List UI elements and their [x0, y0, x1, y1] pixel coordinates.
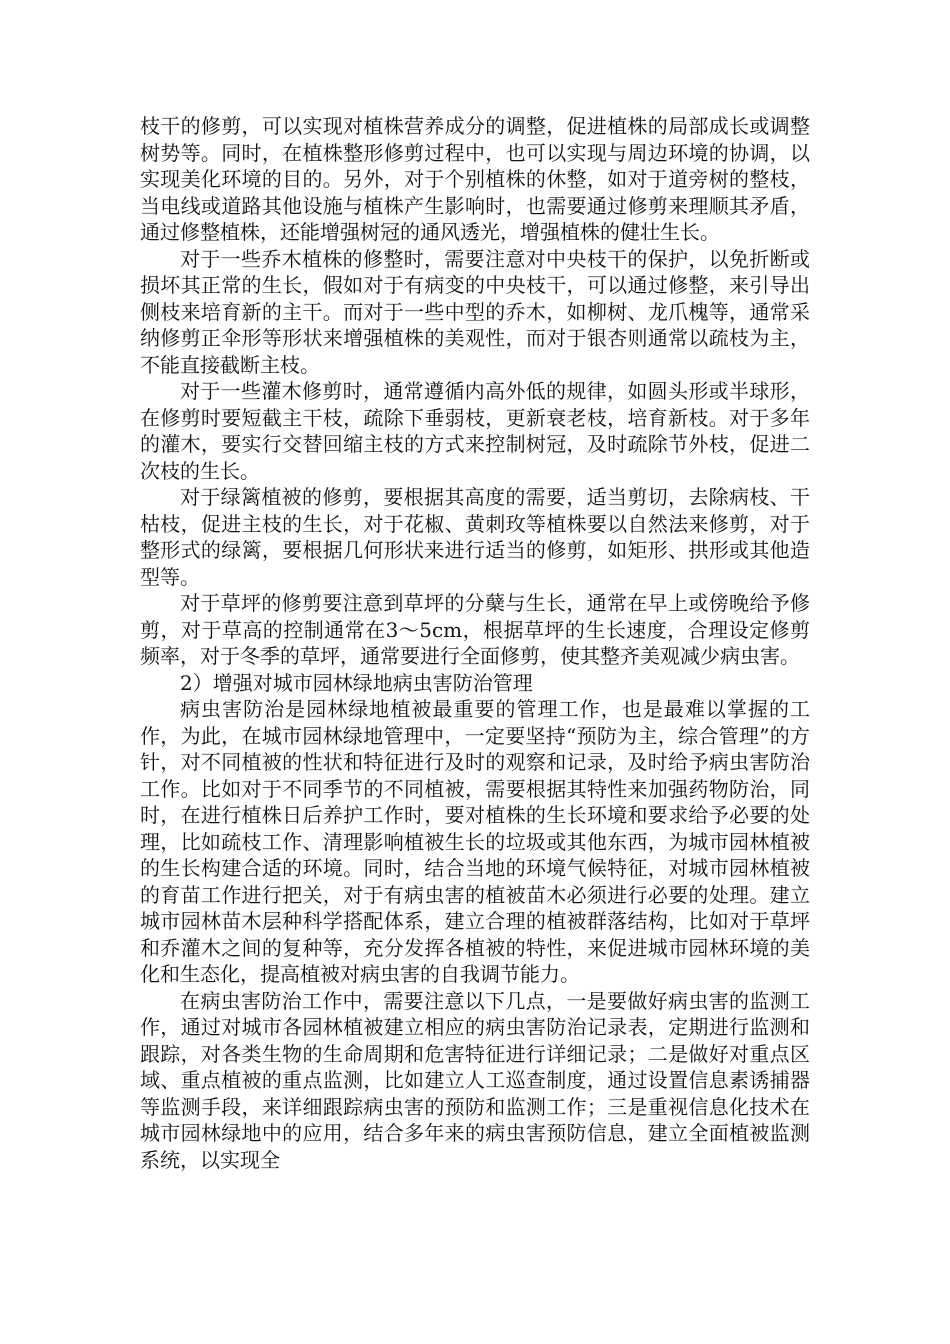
document-body	[140, 113, 810, 1173]
section-heading-pest-control: 2）增强对城市园林绿地病虫害防治管理	[180, 670, 533, 695]
paragraph-pest-control-management: 病虫害防治是园林绿地植被最重要的管理工作，也是最难以掌握的工作，为此，在城市园林绿地管理中，一定要坚持“预防为主，综合管理”的方针，对不同植被的性状和特征进行及时的观察和记录，及时给予病虫害防治工作。比如对于不同季节的不同植被，需要根据其特性来加强药物防治，同时，在进行植株日后养护工作时，要对植株的生长环境和要求给予必要的处理，比如疏枝工作、清理影响植被生长的垃圾或其他东西，为城市园林植被的生长构建合适的环境。同时，结合当地的环境气候特征，对城市园林植被的育苗工作进行把关，对于有病虫害的植被苗木必须进行必要的处理。建立城市园林苗木层种科学搭配体系，建立合理的植被群落结构，比如对于草坪和乔灌木之间的复种等，充分发挥各植被的特性，来促进城市园林环境的美化和生态化，提高植被对病虫害的自我调节能力。	[140, 697, 810, 986]
paragraph-pest-control-points: 在病虫害防治工作中，需要注意以下几点，一是要做好病虫害的监测工作，通过对城市各园林植被建立相应的病虫害防治记录表，定期进行监测和跟踪，对各类生物的生命周期和危害特征进行详细记录；二是做好对重点区域、重点植被的重点监测，比如建立人工巡查制度，通过设置信息素诱捕器等监测手段，来详细跟踪病虫害的预防和监测工作；三是重视信息化技术在城市园林绿地中的应用，结合多年来的病虫害预防信息，建立全面植被监测系统，以实现全	[140, 988, 810, 1172]
paragraph-pruning-branches: 枝干的修剪，可以实现对植株营养成分的调整，促进植株的局部成长或调整树势等。同时，在植株整形修剪过程中，也可以实现与周边环境的协调，以实现美化环境的目的。另外，对于个别植株的休整，如对于道旁树的整枝，当电线或道路其他设施与植株产生影响时，也需要通过修剪来理顺其矛盾，通过修整植株，还能增强树冠的通风透光，增强植株的健壮生长。	[140, 114, 810, 244]
paragraph-hedge-pruning: 对于绿篱植被的修剪，要根据其高度的需要，适当剪切，去除病枝、干枯枝，促进主枝的生长，对于花椒、黄刺玫等植株要以自然法来修剪，对于整形式的绿篱，要根据几何形状来进行适当的修剪，如矩形、拱形或其他造型等。	[140, 485, 810, 589]
paragraph-shrub-pruning: 对于一些灌木修剪时，通常遵循内高外低的规律，如圆头形或半球形，在修剪时要短截主干枝，疏除下垂弱枝，更新衰老枝，培育新枝。对于多年的灌木，要实行交替回缩主枝的方式来控制树冠，及时疏除节外枝，促进二次枝的生长。	[140, 379, 810, 483]
paragraph-arbor-pruning: 对于一些乔木植株的修整时，需要注意对中央枝干的保护，以免折断或损坏其正常的生长，假如对于有病变的中央枝干，可以通过修整，来引导出侧枝来培育新的主干。而对于一些中型的乔木，如柳树、龙爪槐等，通常采纳修剪正伞形等形状来增强植株的美观性，而对于银杏则通常以疏枝为主，不能直接截断主枝。	[140, 246, 810, 377]
paragraph-lawn-pruning: 对于草坪的修剪要注意到草坪的分蘖与生长，通常在早上或傍晚给予修剪，对于草高的控制通常在3～5cm，根据草坪的生长速度，合理设定修剪频率，对于冬季的草坪，通常要进行全面修剪，使其整齐美观减少病虫害。	[140, 591, 810, 668]
